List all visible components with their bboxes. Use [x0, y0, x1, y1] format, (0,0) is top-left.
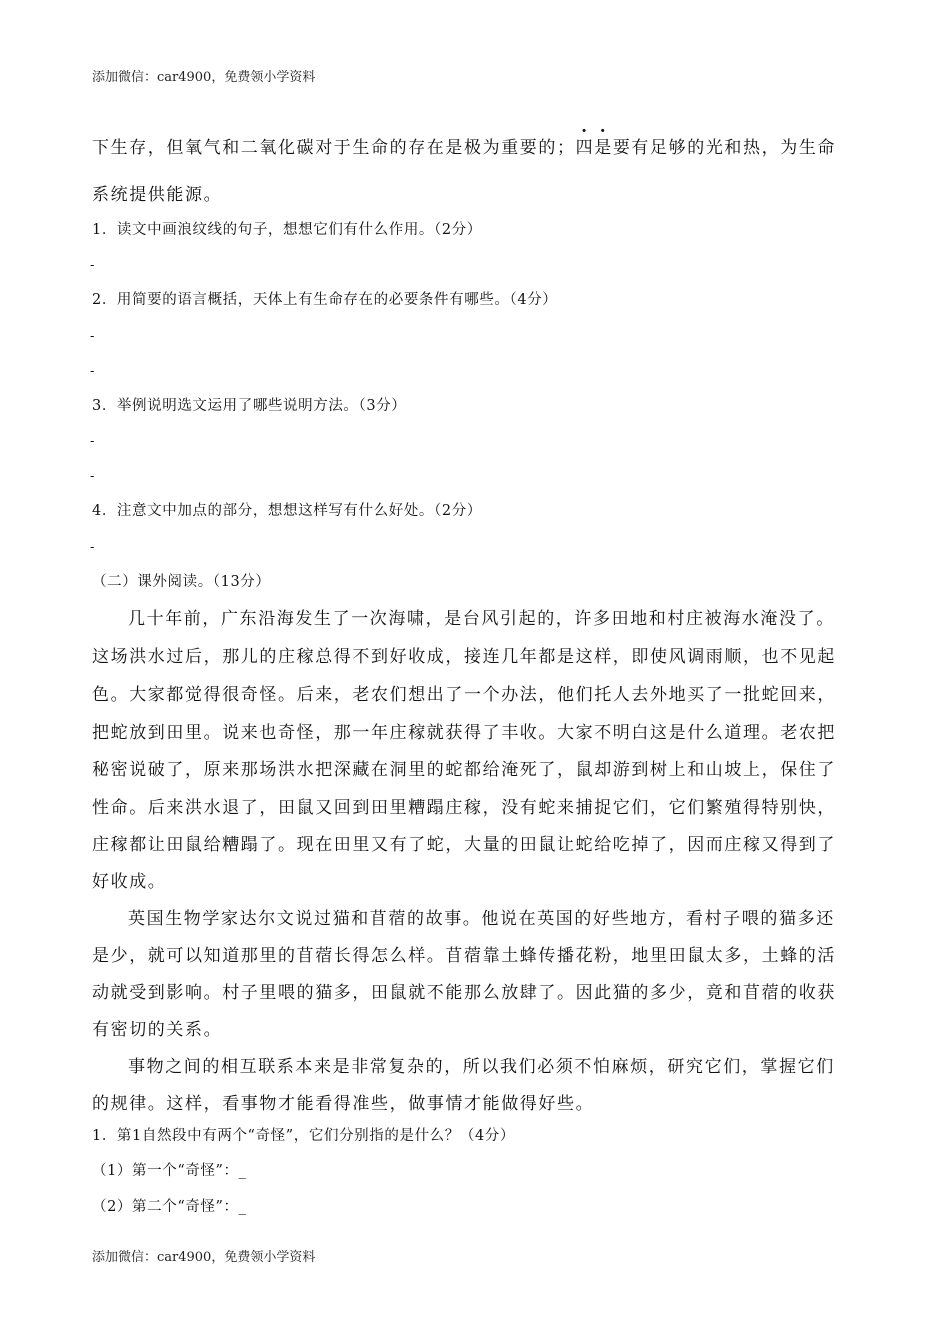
passage-line: 的规律。这样，看事物才能看得准些，做事情才能做得好些。: [92, 1094, 595, 1114]
question-1: 1．读文中画浪纹线的句子，想想它们有什么作用。（2分）: [92, 222, 482, 238]
passage-line: 系统提供能源。: [92, 185, 223, 205]
answer-blank: -: [90, 434, 95, 449]
passage-line: 秘密说破了，原来那场洪水把深藏在洞里的蛇都给淹死了，鼠却游到树上和山坡上，保住了: [92, 760, 836, 780]
passage-line: 动就受到影响。村子里喂的猫多，田鼠就不能那么放肆了。因此猫的多少，竟和苜蓿的收获: [92, 983, 836, 1003]
passage-line: 性命。后来洪水退了，田鼠又回到田里糟蹋庄稼，没有蛇来捕捉它们，它们繁殖得特别快，: [92, 798, 836, 818]
answer-blank: -: [90, 540, 95, 555]
question-4: 4．注意文中加点的部分，想想这样写有什么好处。（2分）: [92, 503, 482, 519]
passage-line: 这场洪水过后，那儿的庄稼总得不到好收成，接连几年都是这样，即使风调雨顺，也不见起: [92, 647, 836, 667]
question-3: 3．举例说明选文运用了哪些说明方法。（3分）: [92, 398, 407, 414]
passage-line: 色。大家都觉得很奇怪。后来，老农们想出了一个办法，他们托人去外地买了一批蛇回来，: [92, 685, 836, 705]
passage-line: 是少，就可以知道那里的苜蓿长得怎么样。苜蓿靠土蜂传播花粉，地里田鼠太多，土蜂的活: [92, 946, 836, 966]
answer-line-1: （1）第一个“奇怪”：_: [92, 1163, 247, 1179]
question-2: 2．用简要的语言概括，天体上有生命存在的必要条件有哪些。（4分）: [92, 292, 558, 308]
passage-line: 有密切的关系。: [92, 1020, 223, 1040]
answer-blank: -: [90, 364, 95, 379]
page-footer: 添加微信：car4900，免费领小学资料: [92, 1250, 316, 1265]
emphasis-dot-char: 是: [594, 138, 613, 158]
emphasis-dot-char: 四: [575, 138, 595, 158]
passage-line: 好收成。: [92, 872, 167, 892]
passage-line: 把蛇放到田里。说来也奇怪，那一年庄稼就获得了丰收。大家不明白这是什么道理。老农把: [92, 723, 836, 743]
answer-blank: -: [90, 469, 95, 484]
passage-line: 事物之间的相互联系本来是非常复杂的，所以我们必须不怕麻烦，研究它们，掌握它们: [128, 1057, 835, 1077]
passage-line: 庄稼都让田鼠给糟蹋了。现在田里又有了蛇，大量的田鼠让蛇给吃掉了，因而庄稼又得到了: [92, 835, 836, 855]
page-header: 添加微信：car4900，免费领小学资料: [92, 70, 316, 85]
answer-blank: -: [90, 329, 95, 344]
question-2-1: 1．第1自然段中有两个“奇怪”，它们分别指的是什么？（4分）: [92, 1128, 515, 1144]
answer-blank: -: [90, 258, 95, 273]
section-title: （二）课外阅读。（13分）: [92, 574, 271, 590]
passage-line: 下生存，但氧气和二氧化碳对于生命的存在是极为重要的；四是要有足够的光和热，为生命: [92, 133, 860, 158]
passage-line: 英国生物学家达尔文说过猫和苜蓿的故事。他说在英国的好些地方，看村子喂的猫多还: [128, 909, 835, 929]
answer-line-2: （2）第二个“奇怪”：_: [92, 1199, 247, 1215]
passage-line: 几十年前，广东沿海发生了一次海啸，是台风引起的，许多田地和村庄被海水淹没了。: [128, 609, 835, 629]
